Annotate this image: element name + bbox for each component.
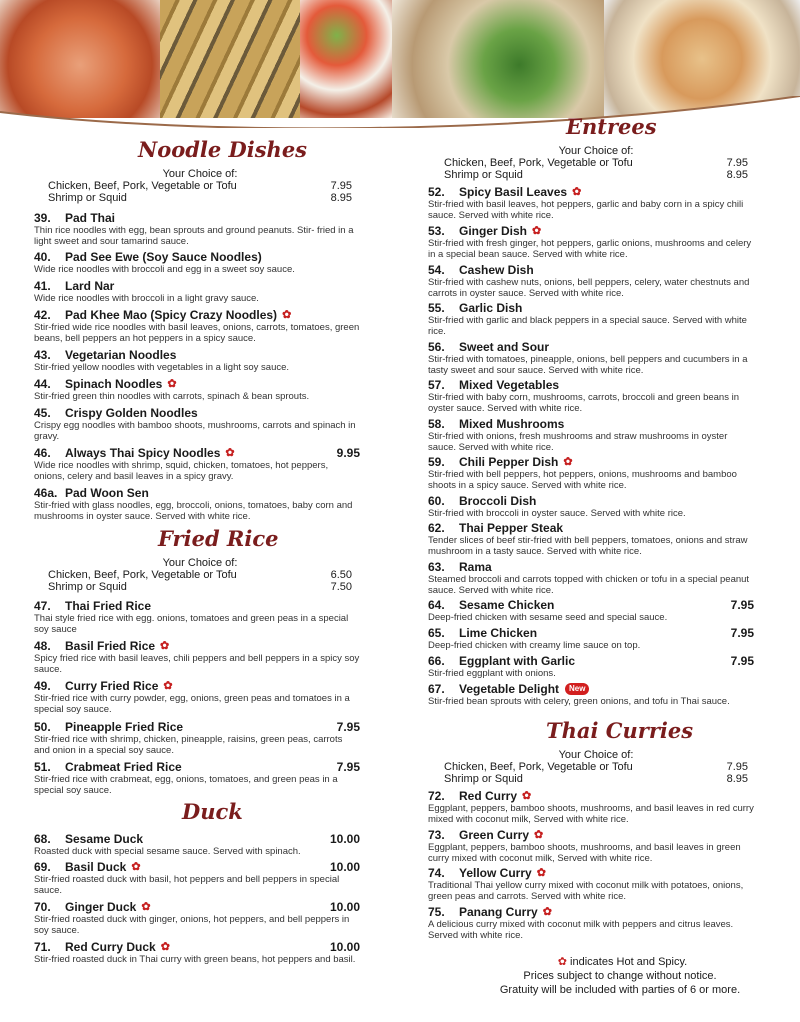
menu-item: 66. Eggplant with Garlic 7.95 Stir-fried eggplant with onions. [428, 654, 754, 679]
menu-footer [460, 956, 780, 998]
chili-pepper-icon: ✿ [163, 680, 173, 692]
menu-item: 74. Yellow Curry ✿ Traditional Thai yellow curry mixed with coconut milk with potatoes, onions, green peas and carrots. Served with white rice. [428, 866, 744, 902]
chili-pepper-icon: ✿ [572, 186, 582, 198]
chili-pepper-icon: ✿ [542, 906, 552, 918]
header-swoosh [0, 96, 800, 128]
menu-item: 47. Thai Fried Rice Thai style fried rice with egg. onions, tomatoes and green peas in a special soy sauce [34, 599, 349, 635]
thai-curries-title: Thai Curries [546, 718, 694, 743]
choice-row: Shrimp or Squid 8.95 [48, 192, 352, 204]
menu-item: 75. Panang Curry ✿ A delicious curry mixed with coconut milk with peppers and citrus leaves. Served with white rice. [428, 905, 734, 941]
menu-item: 44. Spinach Noodles ✿ Stir-fried green thin noodles with carrots, spinach & bean sprouts. [34, 377, 310, 402]
menu-item: 50. Pineapple Fried Rice 7.95 Stir-fried rice with shrimp, chicken, pineapple, raisins, green peas, carrots and onion in a special soy sauce. [34, 720, 360, 756]
menu-item: 42. Pad Khee Mao (Spicy Crazy Noodles) ✿ Stir-fried wide rice noodles with basil leaves, onions, carrots, tomatoes, green beans, bell peppers an hot peppers in a spicy sauce. [34, 308, 360, 344]
menu-item: 56. Sweet and Sour Stir-fried with tomatoes, pineapple, onions, bell peppers and cucumbers in a tasty sweet and sour sauce. Served with white rice. [428, 340, 748, 376]
menu-item: 67. Vegetable Delight New Stir-fried bean sprouts with celery, green onions, and tofu in Thai sauce. [428, 682, 730, 707]
chili-pepper-icon: ✿ [160, 640, 170, 652]
menu-item: 70. Ginger Duck ✿ 10.00 Stir-fried roasted duck with ginger, onions, hot peppers, and bell peppers in soy sauce. [34, 900, 360, 936]
chili-pepper-icon: ✿ [167, 378, 177, 390]
price-notice: Prices subject to change without notice. [523, 970, 717, 982]
choice-header: Your Choice of: [162, 557, 238, 569]
noodle-choice-block [48, 168, 352, 204]
chili-pepper-icon: ✿ [534, 829, 544, 841]
menu-item: 45. Crispy Golden Noodles Crispy egg noodles with bamboo shoots, mushrooms, carrots and spinach in gravy. [34, 406, 356, 442]
choice-row: Shrimp or Squid 8.95 [444, 169, 748, 181]
choice-row: Chicken, Beef, Pork, Vegetable or Tofu 7.95 [444, 157, 748, 169]
choice-row: Shrimp or Squid 8.95 [444, 773, 748, 785]
duck-title: Duck [182, 799, 243, 824]
menu-item: 59. Chili Pepper Dish ✿ Stir-fried with bell peppers, hot peppers, onions, mushrooms and bamboo shoots in a spicy sauce. Served with white rice. [428, 455, 737, 491]
choice-row: Chicken, Beef, Pork, Vegetable or Tofu 7.95 [444, 761, 748, 773]
menu-item: 52. Spicy Basil Leaves ✿ Stir-fried with basil leaves, hot peppers, garlic and baby corn in a spicy chili sauce. Served with white rice. [428, 185, 744, 221]
menu-item: 39. Pad Thai Thin rice noodles with egg, bean sprouts and ground peanuts. Stir- fried in a light sweet and sour tamarind sauce. [34, 211, 354, 247]
chili-pepper-icon: ✿ [141, 901, 151, 913]
gratuity-notice: Gratuity will be included with parties of 6 or more. [499, 984, 741, 996]
menu-item: 60. Broccoli Dish Stir-fried with broccoli in oyster sauce. Served with white rice. [428, 494, 686, 519]
menu-item: 43. Vegetarian Noodles Stir-fried yellow noodles with vegetables in a light soy sauce. [34, 348, 290, 373]
fried-rice-choice-block [48, 557, 352, 593]
spicy-legend: ✿ indicates Hot and Spicy. [557, 956, 688, 968]
menu-item: 48. Basil Fried Rice ✿ Spicy fried rice with basil leaves, chili peppers and bell peppers in a spicy soy sauce. [34, 639, 360, 675]
menu-item: 72. Red Curry ✿ Eggplant, peppers, bamboo shoots, mushrooms, and basil leaves in red curry mixed with coconut milk, Served with white rice. [428, 789, 754, 825]
choice-row: Chicken, Beef, Pork, Vegetable or Tofu 7.95 [48, 180, 352, 192]
menu-item: 54. Cashew Dish Stir-fried with cashew nuts, onions, bell peppers, celery, water chestnuts and carrots in oyster sauce. Served with white rice. [428, 263, 750, 299]
noodle-dishes-title: Noodle Dishes [138, 137, 308, 162]
menu-item: 49. Curry Fried Rice ✿ Stir-fried rice with curry powder, egg, onions, green peas and tomatoes in a special soy sauce. [34, 679, 350, 715]
chili-pepper-icon: ✿ [131, 861, 141, 873]
menu-item: 58. Mixed Mushrooms Stir-fried with onions, fresh mushrooms and straw mushrooms in oyster sauce. Served with white rice. [428, 417, 728, 453]
fried-rice-title: Fried Rice [158, 526, 279, 551]
menu-item: 64. Sesame Chicken 7.95 Deep-fried chicken with sesame seed and special sauce. [428, 598, 754, 623]
new-badge: New [565, 683, 589, 695]
curries-choice-block [444, 749, 748, 785]
chili-pepper-icon: ✿ [522, 790, 532, 802]
chili-pepper-icon: ✿ [282, 309, 292, 321]
chili-pepper-icon: ✿ [160, 941, 170, 953]
menu-item: 68. Sesame Duck 10.00 Roasted duck with special sesame sauce. Served with spinach. [34, 832, 360, 857]
menu-item: 71. Red Curry Duck ✿ 10.00 Stir-fried roasted duck in Thai curry with green beans, hot peppers and basil. [34, 940, 360, 965]
choice-row: Shrimp or Squid 7.50 [48, 581, 352, 593]
menu-item: 73. Green Curry ✿ Eggplant, peppers, bamboo shoots, mushrooms, and basil leaves in green curry mixed with coconut milk, Served with white rice. [428, 828, 741, 864]
header-photo-strip [0, 0, 800, 128]
chili-pepper-icon: ✿ [557, 956, 567, 968]
choice-header: Your Choice of: [162, 168, 238, 180]
menu-item: 46a. Pad Woon Sen Stir-fried with glass noodles, egg, broccoli, onions, tomatoes, baby corn and mushrooms in oyster sauce. Served with white rice. [34, 486, 353, 522]
menu-item: 53. Ginger Dish ✿ Stir-fried with fresh ginger, hot peppers, garlic onions, mushrooms and celery in a special bean sauce. Served with white rice. [428, 224, 752, 260]
chili-pepper-icon: ✿ [536, 867, 546, 879]
menu-item: 65. Lime Chicken 7.95 Deep-fried chicken with creamy lime sauce on top. [428, 626, 754, 651]
chili-pepper-icon: ✿ [532, 225, 542, 237]
entrees-title: Entrees [566, 114, 657, 139]
menu-item: 55. Garlic Dish Stir-fried with garlic and black peppers in a special sauce. Served with white rice. [428, 301, 747, 337]
menu-item: 62. Thai Pepper Steak Tender slices of beef stir-fried with bell peppers, tomatoes, onions and straw mushroom in a tasty sauce. Served with white rice. [428, 521, 748, 557]
menu-item: 46. Always Thai Spicy Noodles ✿ 9.95 Wide rice noodles with shrimp, squid, chicken, tomatoes, hot peppers, onions, celery and basil leaves in a spicy gravy. [34, 446, 360, 482]
chili-pepper-icon: ✿ [563, 456, 573, 468]
choice-header: Your Choice of: [558, 749, 634, 761]
menu-item: 63. Rama Steamed broccoli and carrots topped with chicken or tofu in a special peanut sauce. Served with white rice. [428, 560, 750, 596]
menu-item: 57. Mixed Vegetables Stir-fried with baby corn, mushrooms, carrots, broccoli and green beans in oyster sauce. Served with white rice. [428, 378, 739, 414]
menu-item: 40. Pad See Ewe (Soy Sauce Noodles) Wide rice noodles with broccoli and egg in a sweet soy sauce. [34, 250, 295, 275]
menu-item: 41. Lard Nar Wide rice noodles with broccoli in a light gravy sauce. [34, 279, 259, 304]
menu-item: 69. Basil Duck ✿ 10.00 Stir-fried roasted duck with basil, hot peppers and bell peppers in special sauce. [34, 860, 360, 896]
choice-header: Your Choice of: [558, 145, 634, 157]
menu-item: 51. Crabmeat Fried Rice 7.95 Stir-fried rice with crabmeat, egg, onions, tomatoes, and green peas in a special soy sauce. [34, 760, 360, 796]
entrees-choice-block [444, 145, 748, 181]
chili-pepper-icon: ✿ [225, 447, 235, 459]
choice-row: Chicken, Beef, Pork, Vegetable or Tofu 6.50 [48, 569, 352, 581]
